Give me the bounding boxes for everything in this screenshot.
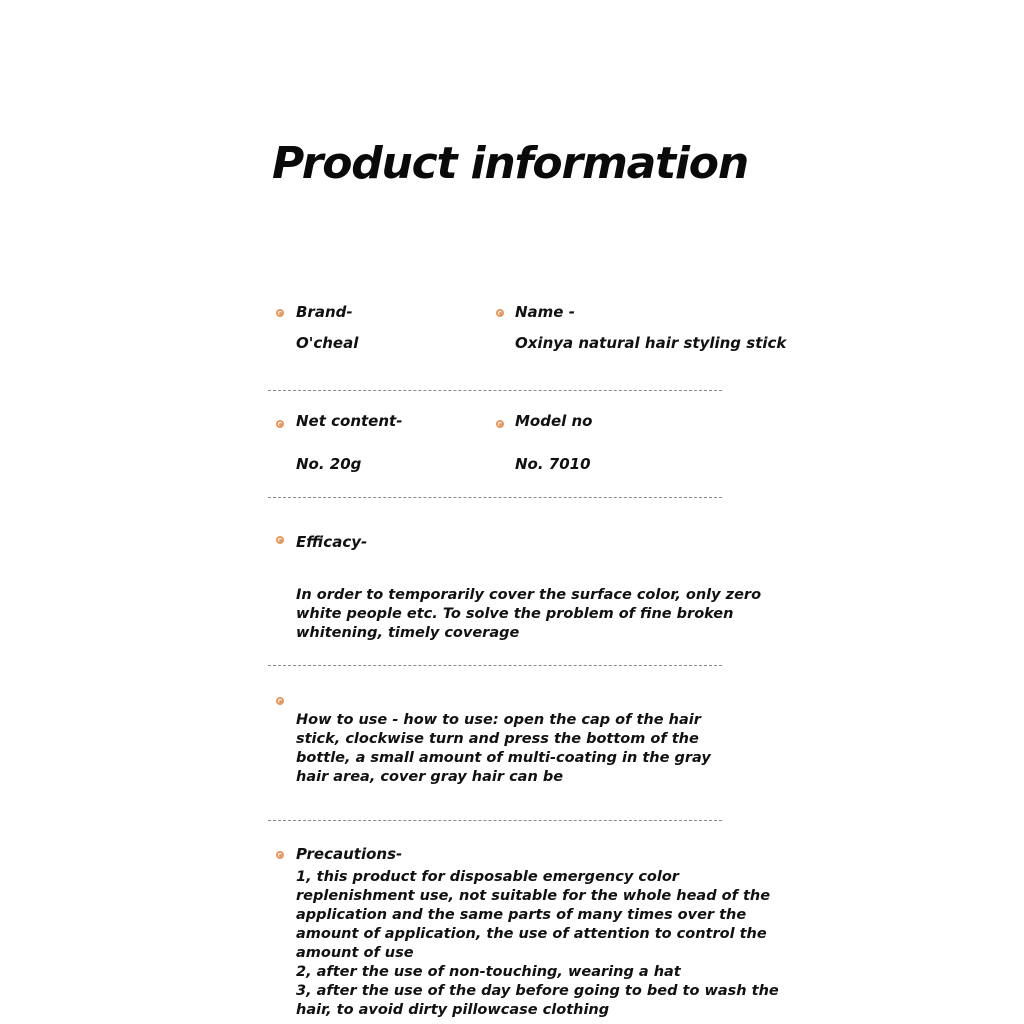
how-to-use-line: stick, clockwise turn and press the bottom of the (296, 731, 699, 747)
section-divider (268, 665, 722, 666)
precautions-line: 3, after the use of the day before going to bed to wash the (296, 983, 779, 999)
how-to-use-line: How to use - how to use: open the cap of the hair (296, 712, 701, 728)
page-title: Product information (272, 138, 748, 189)
precautions-line: replenishment use, not suitable for the whole head of the (296, 888, 771, 904)
precautions-line: hair, to avoid dirty pillowcase clothing (296, 1002, 610, 1018)
bullet-circle-icon (276, 536, 284, 544)
section-divider (268, 497, 722, 498)
net-content-label: Net content- (296, 412, 403, 430)
bullet-circle-icon (496, 420, 504, 428)
how-to-use-text (296, 711, 711, 787)
precautions-line: amount of use (296, 945, 414, 961)
name-label: Name - (515, 303, 575, 321)
efficacy-label: Efficacy- (296, 533, 368, 551)
section-divider (268, 820, 722, 821)
how-to-use-line: bottle, a small amount of multi-coating in the gray (296, 750, 711, 766)
bullet-circle-icon (276, 309, 284, 317)
name-value: Oxinya natural hair styling stick (515, 334, 787, 352)
efficacy-line: white people etc. To solve the problem of fine broken (296, 606, 734, 622)
efficacy-line: In order to temporarily cover the surface color, only zero (296, 587, 762, 603)
precautions-line: 2, after the use of non-touching, wearing a hat (296, 964, 681, 980)
model-label: Model no (515, 412, 593, 430)
precautions-label: Precautions- (296, 845, 403, 863)
section-divider (268, 390, 722, 391)
how-to-use-line: hair area, cover gray hair can be (296, 769, 564, 785)
net-content-value: No. 20g (296, 455, 362, 473)
brand-label: Brand- (296, 303, 353, 321)
brand-value: O'cheal (296, 334, 359, 352)
bullet-circle-icon (276, 697, 284, 705)
efficacy-line: whitening, timely coverage (296, 625, 520, 641)
precautions-line: 1, this product for disposable emergency color (296, 869, 679, 885)
efficacy-text (296, 586, 761, 643)
bullet-circle-icon (276, 851, 284, 859)
precautions-text (296, 868, 779, 1020)
model-value: No. 7010 (515, 455, 591, 473)
precautions-line: application and the same parts of many times over the (296, 907, 747, 923)
precautions-line: amount of application, the use of attention to control the (296, 926, 767, 942)
bullet-circle-icon (496, 309, 504, 317)
bullet-circle-icon (276, 420, 284, 428)
